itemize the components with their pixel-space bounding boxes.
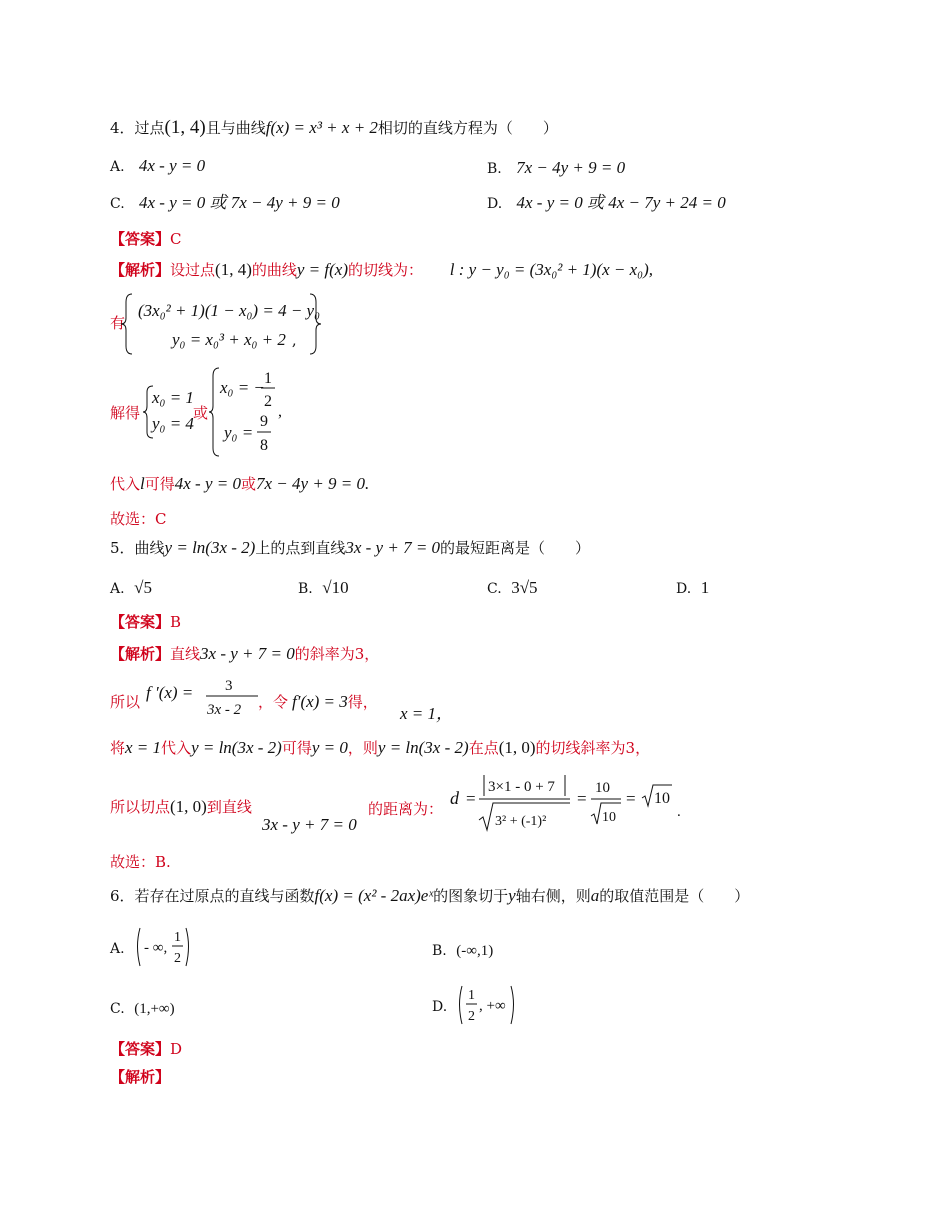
curve: y = ln(3x - 2)	[377, 738, 469, 757]
svg-text:.: .	[677, 804, 681, 820]
svg-text:,: ,	[278, 403, 282, 420]
svg-text:- ∞,: - ∞,	[144, 940, 168, 956]
text: 在点	[468, 739, 499, 757]
q4-option-a	[110, 156, 205, 177]
equation: x = 1	[125, 738, 162, 757]
q4-stem-mid: 且与曲线	[205, 119, 266, 137]
q6-option-a	[110, 938, 125, 959]
text: 代入	[161, 739, 192, 757]
text: 的取值范围是（ ）	[599, 887, 750, 905]
sol2-y-num: 9	[260, 413, 268, 430]
q6-option-a-interval	[134, 926, 194, 970]
q5-option-b	[298, 578, 349, 599]
svg-text:, +∞: , +∞	[479, 998, 506, 1014]
analysis-text: 的切线为：	[347, 261, 423, 279]
svg-text:3×1 - 0 + 7: 3×1 - 0 + 7	[488, 779, 555, 795]
sol2-y-den: 8	[260, 437, 268, 454]
q4-system-eq1	[138, 301, 320, 321]
q4-sol2	[216, 366, 286, 458]
text: 上的点到直线	[255, 539, 346, 557]
q5-set	[292, 692, 378, 712]
q5-x-value	[400, 704, 453, 724]
sol2-x-num: 1	[264, 370, 272, 387]
equation: f′(x) = 3	[292, 692, 348, 711]
option-label: C.	[110, 196, 125, 212]
curve: y = ln(3x - 2)	[164, 538, 256, 557]
q6-stem	[110, 886, 749, 906]
tangent-line-eq: l : y − y₀ = (3x₀² + 1)(x − x₀),	[449, 260, 654, 279]
q5-stem	[110, 538, 590, 558]
point: (1, 4)	[215, 260, 252, 279]
q4-sol1-x	[152, 388, 194, 408]
option-label: D.	[432, 999, 448, 1015]
answer-tag: 【答案】	[110, 1040, 171, 1058]
q5-answer	[110, 612, 181, 632]
svg-text:3: 3	[225, 678, 233, 694]
text: 或	[241, 475, 257, 493]
y-symbol: y	[508, 886, 516, 905]
q6-option-d	[432, 996, 447, 1017]
option-label: A.	[110, 581, 125, 597]
q5-analysis-line4	[110, 797, 252, 817]
q6-analysis-tag: 【解析】	[110, 1068, 171, 1086]
q4-stem	[110, 118, 558, 138]
q4-stem-pre: 4．过点	[110, 119, 165, 137]
text: 6．若存在过原点的直线与函数	[110, 887, 315, 905]
text: 到直线	[206, 798, 252, 816]
q4-or: 或	[193, 404, 209, 422]
q5-derivative	[146, 676, 261, 724]
option-label: B.	[432, 943, 447, 959]
option-label: B.	[298, 581, 313, 597]
sol2-x-den: 2	[264, 393, 272, 410]
option-text: 4x - y = 0 或 7x − 4y + 9 = 0	[138, 193, 340, 212]
q5-distance-formula	[448, 770, 688, 836]
text: 的最短距离是（ ）	[440, 539, 591, 557]
q4-solve: 解得	[110, 404, 141, 422]
option-label: A.	[110, 941, 125, 957]
q5-option-a	[110, 578, 152, 599]
equation: y₀ = x₀³ + x₀ + 2	[172, 330, 286, 349]
svg-text:10: 10	[602, 810, 616, 825]
text: 的斜率为3，	[294, 645, 380, 663]
option-text: 1	[700, 578, 710, 597]
answer-tag: 【答案】	[110, 230, 171, 248]
q5-let: ，令	[258, 693, 289, 711]
line: 3x - y + 7 = 0	[200, 644, 295, 663]
equation: y₀ = 4	[152, 414, 194, 433]
answer-value: D	[170, 1040, 183, 1058]
q4-answer	[110, 229, 182, 249]
svg-text:3² + (-1)²: 3² + (-1)²	[495, 814, 547, 829]
answer-value: B	[170, 613, 182, 631]
option-text: 4x - y = 0	[138, 156, 206, 175]
q4-have: 有	[110, 314, 126, 332]
svg-text:10: 10	[595, 780, 610, 796]
point: (1, 0)	[170, 797, 207, 816]
option-text: (-∞,1)	[456, 943, 494, 959]
equation: (3x₀² + 1)(1 − x₀) = 4 − y₀	[138, 301, 320, 320]
equation: y = 0	[311, 738, 348, 757]
q5-option-c	[487, 578, 538, 599]
option-text: 3√5	[511, 578, 538, 597]
text: ，则	[347, 739, 378, 757]
q4-choose: 故选：C	[110, 510, 167, 528]
q5-analysis-line3	[110, 738, 650, 758]
l-symbol: l	[140, 474, 145, 493]
text: 的图象切于	[433, 887, 509, 905]
option-label: C.	[110, 1001, 125, 1017]
option-text: 4x - y = 0 或 4x − 7y + 24 = 0	[516, 193, 726, 212]
option-text: 7x − 4y + 9 = 0	[516, 158, 626, 177]
option-label: B.	[487, 161, 502, 177]
text: 可得	[281, 739, 312, 757]
equation: x = 1，	[400, 704, 454, 723]
q6-answer	[110, 1039, 182, 1059]
text: 5．曲线	[110, 539, 165, 557]
svg-text:2: 2	[468, 1009, 475, 1024]
text: 可得	[144, 475, 175, 493]
q5-distance-label: 的距离为：	[368, 800, 444, 818]
q6-option-d-interval	[456, 984, 520, 1028]
q4-sol1-y	[152, 414, 194, 434]
option-label: D.	[487, 196, 503, 212]
q5-analysis-line1	[110, 644, 379, 664]
option-text: (1,+∞)	[134, 1001, 175, 1017]
q5-choose: 故选：B.	[110, 853, 171, 871]
option-text: √5	[134, 578, 152, 597]
q4-system-eq2: y₀ = x₀³ + x₀ + 2 ,	[172, 330, 297, 349]
text: 的切线斜率为3，	[535, 739, 651, 757]
q4-option-c	[110, 193, 340, 214]
q5-so: 所以	[110, 693, 141, 711]
analysis-text: 的曲线	[251, 261, 297, 279]
q5-line-eq	[262, 815, 357, 835]
equation: x₀ = 1	[152, 388, 194, 407]
q4-option-d	[487, 193, 726, 214]
svg-text:f ′(x) =: f ′(x) =	[146, 683, 194, 702]
function: f(x) = (x² - 2ax)eˣ	[314, 886, 434, 905]
svg-text:3x - 2: 3x - 2	[207, 702, 242, 718]
q4-func: f(x) = x³ + x + 2	[265, 118, 378, 137]
text: 轴右侧，则	[515, 887, 591, 905]
analysis-text: 设过点	[170, 261, 216, 279]
svg-text:1: 1	[174, 930, 181, 945]
svg-text:=: =	[626, 789, 636, 808]
answer-tag: 【答案】	[110, 613, 171, 631]
option-label: D.	[676, 581, 692, 597]
point: (1, 0)	[498, 738, 536, 757]
curve: y = ln(3x - 2)	[191, 738, 282, 757]
option-label: A.	[110, 159, 125, 175]
curve: y = f(x)	[296, 260, 348, 279]
equation: 4x - y = 0	[174, 474, 241, 493]
q4-analysis-line1	[110, 260, 653, 280]
svg-text:=: =	[466, 789, 476, 808]
text: 将	[110, 739, 126, 757]
a-symbol: a	[590, 886, 600, 905]
q5-option-d	[676, 578, 709, 599]
line: 3x - y + 7 = 0	[345, 538, 441, 557]
sol2-y-lhs: y₀ =	[224, 423, 254, 442]
q4-point: (1, 4)	[164, 117, 206, 138]
q6-option-b	[432, 940, 493, 961]
svg-text:=: =	[577, 789, 587, 808]
q6-option-c	[110, 998, 175, 1019]
line: 3x - y + 7 = 0	[262, 815, 357, 834]
answer-value: C	[170, 230, 182, 248]
analysis-tag: 【解析】	[110, 645, 171, 663]
q4-stem-post: 相切的直线方程为（ ）	[377, 119, 558, 137]
svg-text:d: d	[450, 788, 459, 808]
option-text: √10	[322, 578, 349, 597]
q4-option-b	[487, 158, 625, 179]
sol2-x-lhs: x₀ = −	[220, 378, 265, 397]
svg-text:1: 1	[468, 988, 475, 1003]
text: 直线	[170, 645, 201, 663]
q4-substitute	[110, 474, 369, 494]
equation: 7x − 4y + 9 = 0.	[256, 474, 370, 493]
text: 得，	[347, 693, 378, 711]
svg-text:2: 2	[174, 951, 181, 966]
svg-text:10: 10	[654, 790, 670, 807]
analysis-tag: 【解析】	[110, 261, 171, 279]
text: 代入	[110, 475, 141, 493]
text: 所以切点	[110, 798, 171, 816]
option-label: C.	[487, 581, 502, 597]
